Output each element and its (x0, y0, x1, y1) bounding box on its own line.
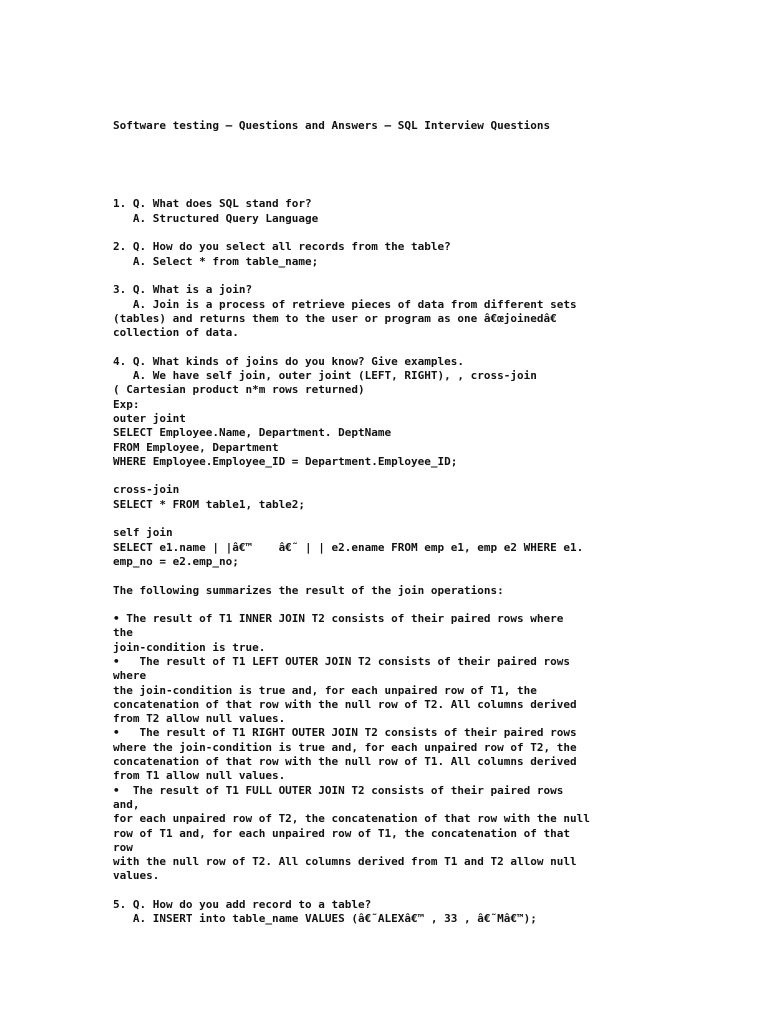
text-line: cross-join (113, 483, 180, 497)
document-page (113, 90, 753, 941)
text-line: • The result of T1 RIGHT OUTER JOIN T2 consists of their paired rows (113, 726, 577, 740)
text-line: collection of data. (113, 326, 239, 340)
text-line: join-condition is true. (113, 640, 266, 654)
text-line: A. We have self join, outer joint (LEFT, RIGHT), , cross-join (113, 369, 537, 383)
text-line: Exp: (113, 397, 140, 411)
text-line: A. INSERT into table_name VALUES (â€˜ALEXâ€™ , 33 , â€˜Mâ€™); (113, 912, 537, 926)
blank-line (113, 512, 753, 526)
text-line: from T2 allow null values. (113, 712, 286, 726)
text-line: outer joint (113, 411, 186, 425)
text-line: 2. Q. How do you select all records from the table? (113, 240, 451, 254)
text-line: ( Cartesian product n*m rows returned) (113, 383, 365, 397)
blank-line (113, 569, 753, 583)
blank-line (113, 269, 753, 283)
text-line: • The result of T1 FULL OUTER JOIN T2 consists of their paired rows (113, 783, 564, 797)
text-line: where (113, 669, 147, 683)
text-line: values. (113, 869, 160, 883)
text-line: SELECT * FROM table1, table2; (113, 497, 306, 511)
text-line: concatenation of that row with the null row of T2. All columns derived (113, 697, 577, 711)
text-line: with the null row of T2. All columns derived from T1 and T2 allow null (113, 855, 577, 869)
text-line: from T1 allow null values. (113, 769, 286, 783)
text-line: 3. Q. What is a join? (113, 283, 253, 297)
blank-line (113, 340, 753, 354)
text-line: A. Join is a process of retrieve pieces of data from different sets (113, 297, 577, 311)
text-line: FROM Employee, Department (113, 440, 279, 454)
text-line: the (113, 626, 133, 640)
text-line: SELECT e1.name | |â€™ â€˜ | | e2.ename FROM emp e1, emp e2 WHERE e1. (113, 540, 584, 554)
document-body (113, 197, 753, 926)
text-line: (tables) and returns them to the user or program as one â€œjoinedâ€ (113, 311, 564, 325)
blank-line (113, 884, 753, 898)
blank-line (113, 226, 753, 240)
text-line: for each unpaired row of T2, the concatenation of that row with the null (113, 812, 590, 826)
text-line: row (113, 840, 133, 854)
text-line: 1. Q. What does SQL stand for? (113, 197, 312, 211)
text-line: row of T1 and, for each unpaired row of T1, the concatenation of that (113, 826, 570, 840)
text-line: and, (113, 797, 140, 811)
text-line: SELECT Employee.Name, Department. DeptName (113, 426, 392, 440)
text-line: emp_no = e2.emp_no; (113, 554, 239, 568)
text-line: A. Select * from table_name; (113, 254, 319, 268)
text-line: the join-condition is true and, for each unpaired row of T1, the (113, 683, 537, 697)
text-line: The following summarizes the result of the join operations: (113, 583, 504, 597)
text-line: • The result of T1 LEFT OUTER JOIN T2 consists of their paired rows (113, 654, 570, 668)
text-line: • The result of T1 INNER JOIN T2 consists of their paired rows where (113, 612, 564, 626)
blank-line (113, 598, 753, 612)
text-line: where the join-condition is true and, for each unpaired row of T2, the (113, 740, 577, 754)
text-line: 5. Q. How do you add record to a table? (113, 898, 372, 912)
text-line: concatenation of that row with the null row of T1. All columns derived (113, 755, 577, 769)
text-line: A. Structured Query Language (113, 211, 319, 225)
blank-line (113, 469, 753, 483)
text-line: 4. Q. What kinds of joins do you know? Give examples. (113, 354, 464, 368)
document-title: Software testing – Questions and Answers – SQL Interview Questions (113, 118, 551, 132)
text-line: self join (113, 526, 173, 540)
text-line: WHERE Employee.Employee_ID = Department.Employee_ID; (113, 454, 458, 468)
